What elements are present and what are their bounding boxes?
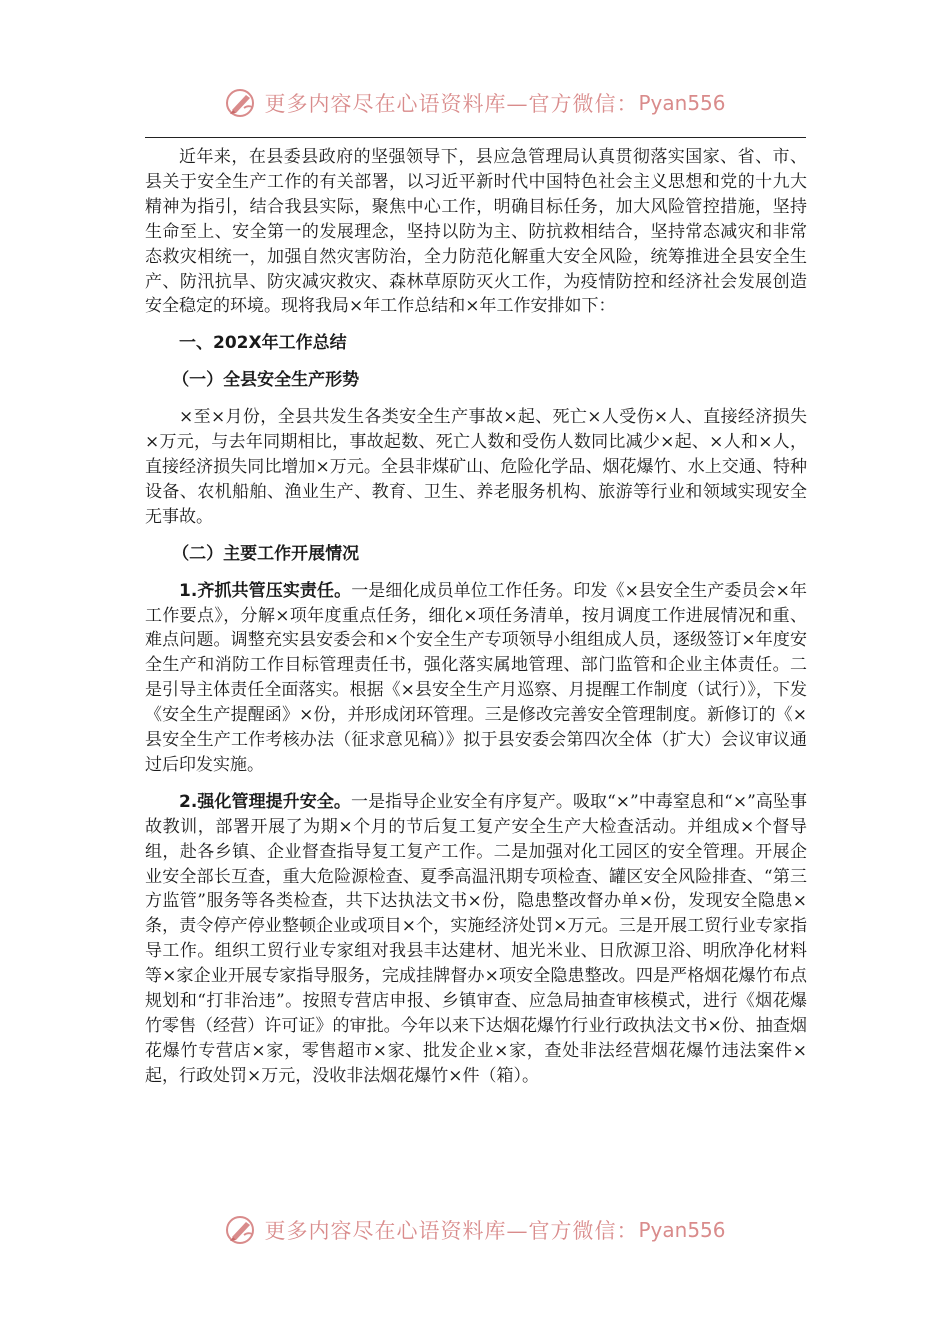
item-2-paragraph <box>145 790 807 1089</box>
item-2-lead: 2.强化管理提升安全。 <box>179 791 352 812</box>
document-body <box>145 145 807 1089</box>
item-1-paragraph <box>145 579 807 778</box>
watermark-text: 更多内容尽在心语资料库—官方微信： <box>264 92 639 116</box>
pen-logo-icon <box>224 86 258 120</box>
watermark-handle: Pyan556 <box>638 91 726 115</box>
safety-situation-paragraph: ×至×月份，全县共发生各类安全生产事故×起、死亡×人受伤×人、直接经济损失×万元，与去年同期相比，事故起数、死亡人数和受伤人数同比减少×起、×人和×人，直接经济损失同比增加×万元。全县非煤矿山、危险化学品、烟花爆竹、水上交通、特种设备、农机船舶、渔业生产、教育、卫生、养老服务机构、旅游等行业和领域实现安全无事故。 <box>145 407 807 527</box>
item-1-lead: 1.齐抓共管压实责任。 <box>179 580 352 601</box>
subsection-heading-2: （二）主要工作开展情况 <box>172 543 360 564</box>
pen-logo-icon <box>224 1213 258 1247</box>
intro-paragraph: 近年来，在县委县政府的坚强领导下，县应急管理局认真贯彻落实国家、省、市、县关于安全生产工作的有关部署，以习近平新时代中国特色社会主义思想和党的十九大精神为指引，结合我县实际，聚焦中心工作，明确目标任务，加大风险管控措施，坚持生命至上、安全第一的发展理念，坚持以防为主、防抗救相结合，坚持常态减灾和非常态救灾相统一，加强自然灾害防治，全力防范化解重大安全风险，统筹推进全县安全生产、防汛抗旱、防灾减灾救灾、森林草原防灭火工作，为疫情防控和经济社会发展创造安全稳定的环境。现将我局×年工作总结和×年工作安排如下： <box>145 147 807 317</box>
header-watermark <box>0 86 950 120</box>
watermark-text-footer: 更多内容尽在心语资料库—官方微信： <box>264 1219 639 1243</box>
section-heading-1: 一、202X年工作总结 <box>179 333 347 354</box>
footer-watermark <box>0 1213 950 1247</box>
item-1-text: 一是细化成员单位工作任务。印发《×县安全生产委员会×年工作要点》，分解×项年度重点任务，细化×项任务清单，按月调度工作进展情况和重、难点问题。调整充实县安委会和×个安全生产专项领导小组组成人员，逐级签订×年度安全生产和消防工作目标管理责任书，强化落实属地管理、部门监管和企业主体责任。二是引导主体责任全面落实。根据《×县安全生产月巡察、月提醒工作制度（试行）》，下发《安全生产提醒函》×份，并形成闭环管理。三是修改完善安全管理制度。新修订的《×县安全生产工作考核办法（征求意见稿）》拟于县安委会第四次全体（扩大）会议审议通过后印发实施。 <box>145 580 807 775</box>
header-divider <box>145 137 806 138</box>
watermark-handle-footer: Pyan556 <box>638 1218 726 1242</box>
item-2-text: 一是指导企业安全有序复产。吸取“×”中毒窒息和“×”高坠事故教训，部署开展了为期×个月的节后复工复产安全生产大检查活动。并组成×个督导组，赴各乡镇、企业督查指导复工复产工作。二是加强对化工园区的安全管理。开展企业安全部长互查，重大危险源检查、夏季高温汛期专项检查、罐区安全风险排查、“第三方监管”服务等各类检查，共下达执法文书×份，隐患整改督办单×份，发现安全隐患×条，责令停产停业整顿企业或项目×个，实施经济处罚×万元。三是开展工贸行业专家指导工作。组织工贸行业专家组对我县丰达建材、旭光米业、日欣源卫浴、明欣净化材料等×家企业开展专家指导服务，完成挂牌督办×项安全隐患整改。四是严格烟花爆竹布点规划和“打非治违”。按照专营店申报、乡镇审查、应急局抽查审核模式，进行《烟花爆竹零售（经营）许可证》的审批。今年以来下达烟花爆竹行业行政执法文书×份、抽查烟花爆竹专营店×家，零售超市×家、批发企业×家，查处非法经营烟花爆竹违法案件×起，行政处罚×万元，没收非法烟花爆竹×件（箱）。 <box>145 791 807 1086</box>
subsection-heading-1: （一）全县安全生产形势 <box>172 370 360 391</box>
